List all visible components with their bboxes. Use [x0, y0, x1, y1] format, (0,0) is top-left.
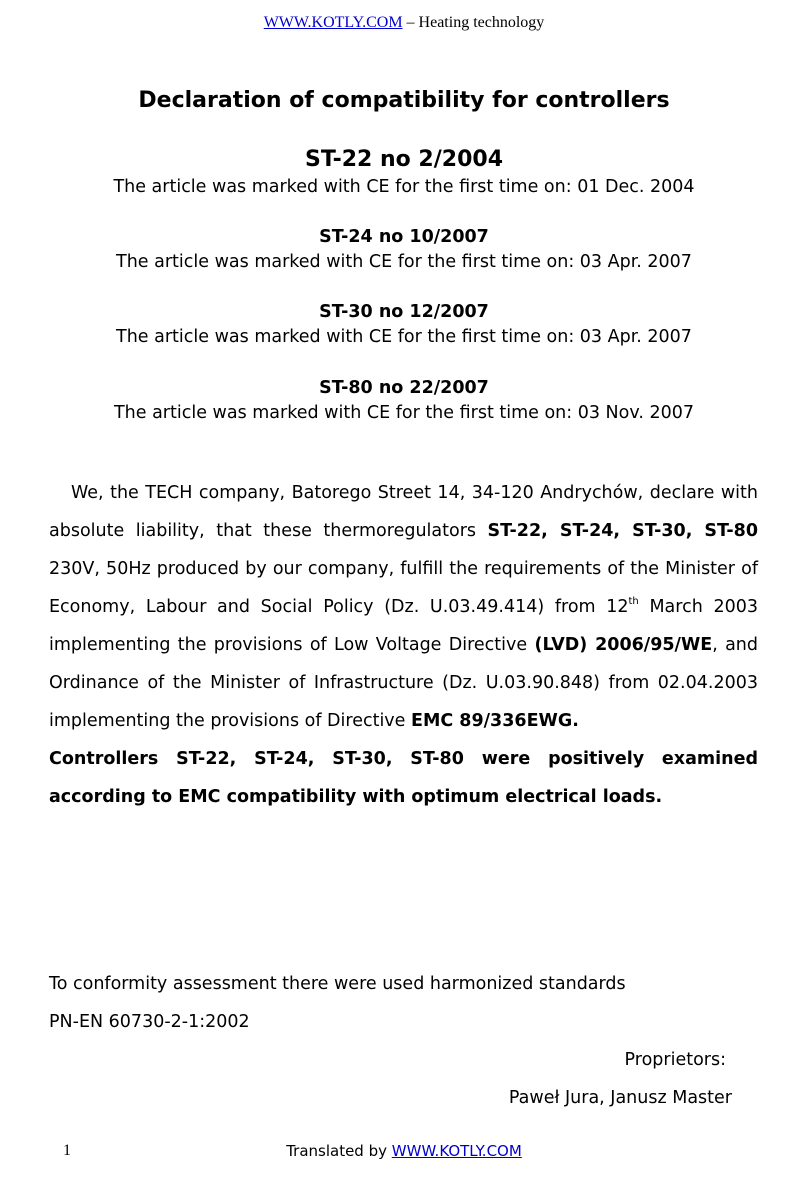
conclusion-text: Controllers ST-22, ST-24, ST-30, ST-80 were positively examined according to EMC compatibility with optimum electrical loads. [49, 749, 758, 807]
emc-directive: EMC 89/336EWG. [411, 711, 579, 731]
declaration-paragraph [49, 474, 758, 740]
ce-marking-line: The article was marked with CE for the first time on: 01 Dec. 2004 [113, 177, 695, 197]
ce-marking-line: The article was marked with CE for the first time on: 03 Apr. 2007 [116, 327, 692, 347]
ordinal-suffix: th [628, 596, 639, 607]
declaration-text: 230V, 50Hz produced by our company, fulfill the requirements of the Minister of Economy, Labour and Social Policy (Dz. U.03.49.414) from 12 [49, 559, 758, 617]
page-header [0, 14, 808, 32]
ce-marking-line: The article was marked with CE for the first time on: 03 Nov. 2007 [113, 403, 695, 423]
proprietors-label: Proprietors: [624, 1050, 726, 1070]
declaration-text: , and Ordinance of the Minister of Infrastructure (Dz. U.03.90.848) from 02.04.2003 implementing the provisions of Directive [49, 635, 758, 731]
header-site-link[interactable]: WWW.KOTLY.COM [263, 14, 403, 31]
declaration-models: ST-22, ST-24, ST-30, ST-80 [487, 521, 758, 541]
product-block [0, 225, 808, 275]
standards-line: To conformity assessment there were used harmonized standards [49, 974, 626, 994]
proprietors-names: Paweł Jura, Janusz Master [508, 1088, 732, 1108]
product-block [0, 300, 808, 350]
product-name: ST-24 no 10/2007 [319, 227, 489, 247]
product-block [0, 146, 808, 200]
translated-by-label: Translated by [286, 1142, 392, 1160]
product-name: ST-80 no 22/2007 [319, 378, 489, 398]
header-separator: – [402, 14, 419, 31]
standards-section [49, 965, 758, 1041]
lvd-directive: (LVD) 2006/95/WE [534, 635, 713, 655]
standard-code: PN-EN 60730-2-1:2002 [49, 1012, 250, 1032]
footer-site-link[interactable]: WWW.KOTLY.COM [391, 1142, 522, 1160]
declaration-text: We, the TECH company, Batorego Street 14, 34-120 Andrychów, declare with absolute liability, that these thermoregulators [49, 483, 758, 541]
declaration-text: March 2003 implementing the provisions of Low Voltage Directive [49, 597, 758, 655]
ce-marking-line: The article was marked with CE for the first time on: 03 Apr. 2007 [116, 252, 692, 272]
page-footer [0, 1142, 808, 1160]
declaration-body [49, 474, 758, 816]
page-number: 1 [63, 1142, 71, 1159]
product-block [0, 376, 808, 426]
product-name: ST-22 no 2/2004 [304, 147, 504, 172]
proprietors-section [509, 1041, 732, 1117]
conclusion-paragraph [49, 740, 758, 816]
document-title: Declaration of compatibility for controllers [138, 88, 670, 113]
header-subtitle: Heating technology [418, 14, 545, 31]
product-name: ST-30 no 12/2007 [319, 302, 489, 322]
